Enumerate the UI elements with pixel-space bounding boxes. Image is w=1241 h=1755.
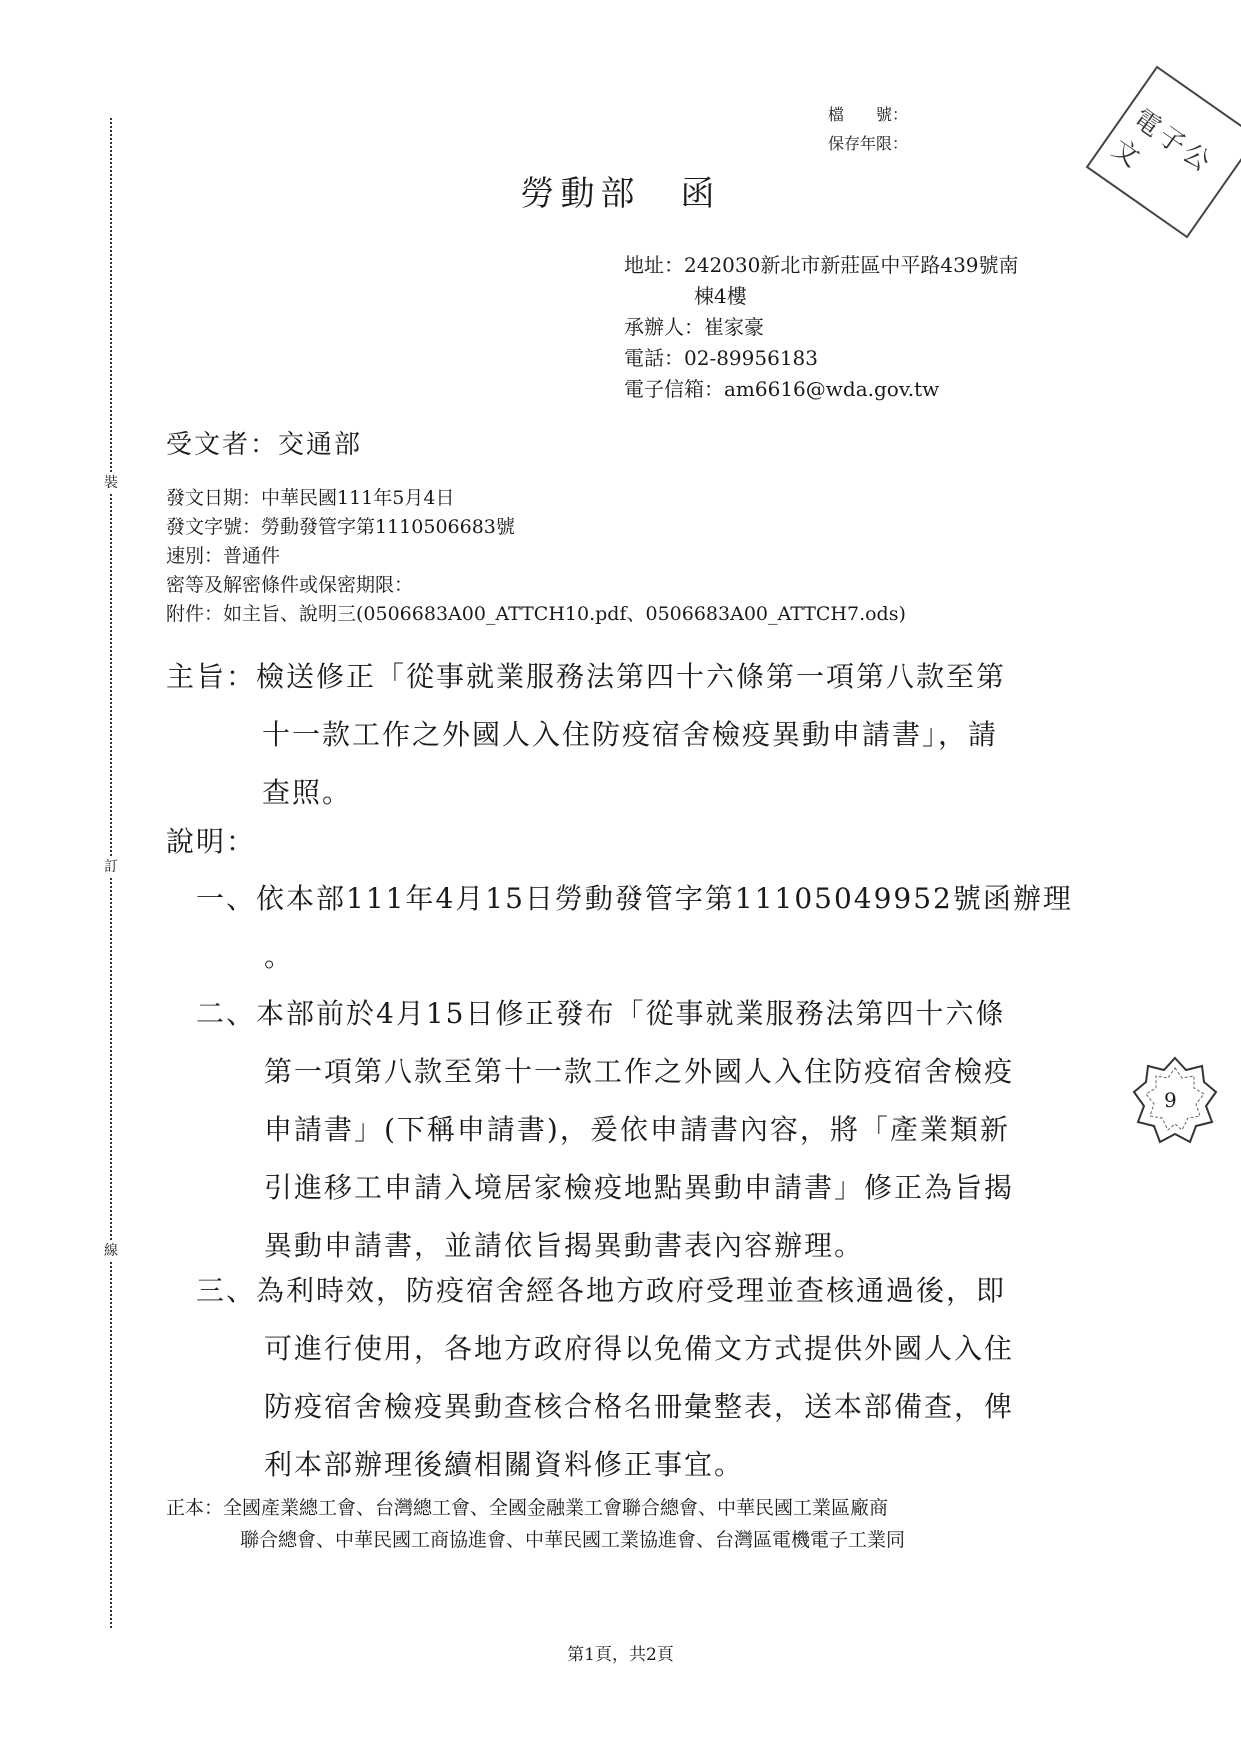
phone: 電話：02-89956183 — [624, 346, 819, 370]
email: 電子信箱：am6616@wda.gov.tw — [624, 377, 940, 401]
description-label: 說明： — [166, 825, 257, 858]
page-number: 第1頁，共2頁 — [567, 1645, 674, 1665]
document-number: 發文字號：勞動發管字第1110506683號 — [166, 516, 515, 538]
agency-name: 勞動部 — [520, 174, 641, 214]
binding-char-xian: 線 — [100, 1240, 122, 1260]
copies-line-2: 聯合總會、中華民國工商協進會、中華民國工業協進會、台灣區電機電子工業同 — [240, 1529, 906, 1551]
issue-date: 發文日期：中華民國111年5月4日 — [166, 487, 455, 509]
document-title — [0, 166, 1241, 215]
description-item-3 — [196, 1262, 1014, 1494]
item-1-line-2: 。 — [264, 940, 295, 973]
item-2-line-1: 二、本部前於4月15日修正發布「從事就業服務法第四十六條 — [196, 997, 1006, 1030]
subject-line-1: 主旨：檢送修正「從事就業服務法第四十六條第一項第八款至第 — [166, 660, 1007, 693]
copies-to — [166, 1492, 905, 1556]
page-stamp-number: 9 — [1164, 1088, 1177, 1112]
file-info — [828, 100, 908, 158]
handler: 承辦人：崔家豪 — [624, 315, 764, 339]
item-3-line-4: 利本部辦理後續相關資料修正事宜。 — [264, 1448, 745, 1481]
item-3-line-2: 可進行使用，各地方政府得以免備文方式提供外國人入住 — [264, 1332, 1015, 1365]
subject-line-2: 十一款工作之外國人入住防疫宿舍檢疫異動申請書」，請 — [262, 718, 999, 751]
item-1-line-1: 一、依本部111年4月15日勞動發管字第11105049952號函辦理 — [196, 882, 1073, 915]
page-stamp — [1132, 1052, 1218, 1148]
subject-line-3: 查照。 — [262, 776, 353, 809]
binding-char-zhuang: 裝 — [100, 472, 122, 492]
contact-block — [624, 250, 1019, 405]
item-2-line-2: 第一項第八款至第十一款工作之外國人入住防疫宿舍檢疫 — [264, 1055, 1015, 1088]
document-type: 函 — [680, 174, 721, 214]
description-item-2 — [196, 985, 1014, 1275]
copies-line-1: 正本：全國產業總工會、台灣總工會、全國金融業工會聯合總會、中華民國工業區廠商 — [166, 1497, 889, 1519]
file-number-label: 檔 號： — [828, 105, 909, 124]
document-meta — [166, 484, 906, 629]
seal-text: 電子公文 — [1106, 103, 1219, 180]
item-2-line-3: 申請書」(下稱申請書)，爰依申請書內容，將「產業類新 — [264, 1113, 1010, 1146]
address-line-1: 地址：242030新北市新莊區中平路439號南 — [624, 253, 1019, 277]
description-item-1 — [196, 870, 1073, 986]
binding-char-ding: 訂 — [100, 856, 122, 876]
recipient: 受文者：交通部 — [166, 430, 363, 460]
item-3-line-1: 三、為利時效，防疫宿舍經各地方政府受理並查核通過後，即 — [196, 1274, 1007, 1307]
retention-label: 保存年限： — [828, 134, 909, 153]
attachment: 附件：如主旨、說明三(0506683A00_ATTCH10.pdf、0506683A00_ATTCH7.ods) — [166, 603, 906, 625]
item-3-line-3: 防疫宿舍檢疫異動查核合格名冊彙整表，送本部備查，俾 — [264, 1390, 1015, 1423]
secrecy-level: 密等及解密條件或保密期限： — [166, 574, 414, 596]
item-2-line-4: 引進移工申請入境居家檢疫地點異動申請書」修正為旨揭 — [264, 1171, 1015, 1204]
speed-class: 速別：普通件 — [166, 545, 281, 567]
address-line-2: 棟4樓 — [694, 284, 747, 308]
item-2-line-5: 異動申請書，並請依旨揭異動書表內容辦理。 — [264, 1229, 865, 1262]
subject-paragraph — [166, 648, 1006, 822]
